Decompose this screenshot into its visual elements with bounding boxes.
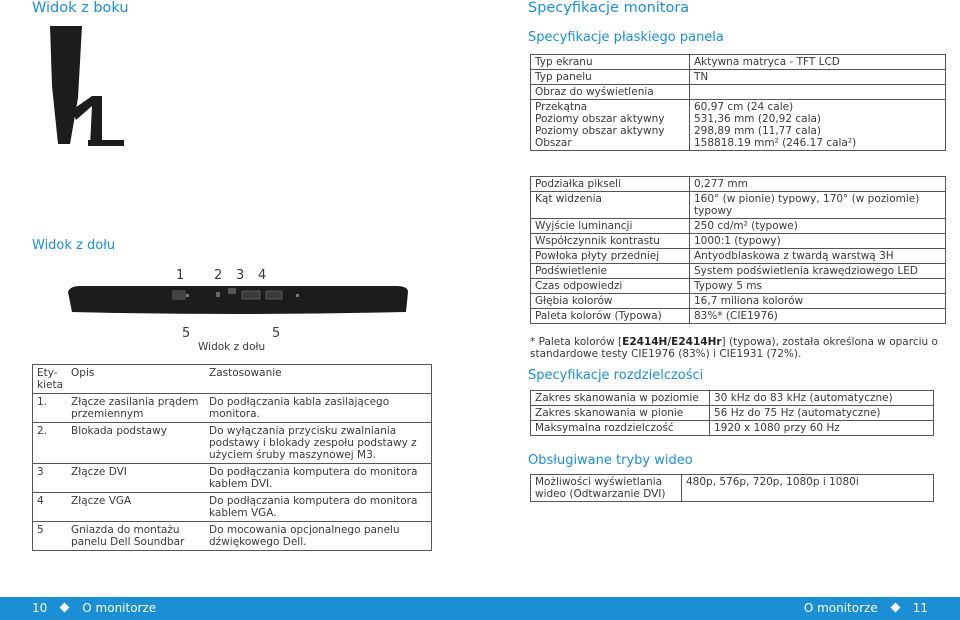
table-row [531,294,946,309]
table-row [531,219,946,234]
row-description: Złącze zasilania prądem przemiennym [67,394,205,423]
monitor-specs-title: Specyfikacje monitora [528,0,690,16]
note-prefix: * Paleta kolorów [ [530,336,623,348]
spec-value: 160° (w pionie) typowy, 170° (w poziomie) typowy [690,192,946,219]
table-row [531,70,946,85]
spec-key: Typ panelu [531,70,690,85]
spec-value: 1000:1 (typowy) [690,234,946,249]
panel-specs-table-2 [530,176,946,324]
callout-3: 3 [236,268,245,283]
table-row [531,192,946,219]
spec-value: 480p, 576p, 720p, 1080p i 1080i [682,475,934,502]
row-description: Złącze DVI [67,464,205,493]
spec-value: 1920 x 1080 przy 60 Hz [710,421,934,436]
callout-2: 2 [214,268,223,283]
row-usage: Do podłączania kabla zasilającego monitora. [205,394,431,423]
header-description: Opis [67,365,205,394]
table-row [531,55,946,70]
page-footer [0,597,960,620]
spec-key: Podziałka pikseli [531,177,690,192]
row-description: Gniazda do montażu panelu Dell Soundbar [67,522,205,551]
spec-key: Podświetlenie [531,264,690,279]
row-usage: Do wyłączania przycisku zwalniania podstawy i blokady zespołu podstawy z użyciem śruby maszynowej M3. [205,423,431,464]
spec-value: 250 cd/m² (typowe) [690,219,946,234]
table-row [531,309,946,324]
spec-key: Kąt widzenia [531,192,690,219]
spec-value: Typowy 5 ms [690,279,946,294]
bottom-view-title: Widok z dołu [32,238,116,253]
spec-key: Obraz do wyświetlenia [531,85,690,100]
spec-key: Maksymalna rozdzielczość [531,421,710,436]
diamond-icon [890,603,900,613]
panel-specs-table-1 [530,54,946,151]
color-gamut-note [530,336,950,360]
bottom-view-caption: Widok z dołu [198,341,266,353]
spec-key: Zakres skanowania w poziomie [531,391,710,406]
right-page-number: 11 [912,601,928,615]
table-row [531,391,934,406]
row-usage: Do podłączania komputera do monitora kablem VGA. [205,493,431,522]
table-row [531,406,934,421]
table-row [531,85,946,100]
row-usage: Do mocowania opcjonalnego panelu dźwiękowego Dell. [205,522,431,551]
table-row [531,234,946,249]
resolution-table [530,390,934,436]
callout-1: 1 [176,268,185,283]
header-label: Ety- kieta [33,365,68,394]
left-section-label: O monitorze [82,601,157,615]
row-number: 3 [33,464,68,493]
table-row [33,394,432,423]
header-usage: Zastosowanie [205,365,431,394]
left-page-number: 10 [32,601,48,615]
connectors-table [32,364,432,551]
row-number: 1. [33,394,68,423]
spec-key: Powłoka płyty przedniej [531,249,690,264]
spec-value: 60,97 cm (24 cale) 531,36 mm (20,92 cala) 298,89 mm (11,77 cala) 158818.19 mm² (246.17 cala²) [690,100,946,151]
video-modes-title: Obsługiwane tryby wideo [528,453,693,468]
row-number: 5 [33,522,68,551]
spec-value: 56 Hz do 75 Hz (automatyczne) [710,406,934,421]
table-row [531,475,934,502]
callout-5-left: 5 [182,326,191,341]
note-suffix: ] (typowa), została określona w oparciu o standardowe testy CIE1976 (83%) i CIE1931 (72%). [530,336,938,360]
table-row [531,177,946,192]
spec-value: 30 kHz do 83 kHz (automatyczne) [710,391,934,406]
table-row [33,522,432,551]
spec-value: Antyodblaskowa z twardą warstwą 3H [690,249,946,264]
monitor-side-view-image [44,26,124,146]
spec-value: 16,7 miliona kolorów [690,294,946,309]
table-row [33,464,432,493]
row-number: 2. [33,423,68,464]
row-usage: Do podłączania komputera do monitora kablem DVI. [205,464,431,493]
diamond-icon [60,603,70,613]
table-row [531,421,934,436]
spec-value: System podświetlenia krawędziowego LED [690,264,946,279]
spec-key: Głębia kolorów [531,294,690,309]
table-row [531,249,946,264]
table-row [33,493,432,522]
spec-key: Możliwości wyświetlania wideo (Odtwarzanie DVI) [531,475,682,502]
spec-value: 83%* (CIE1976) [690,309,946,324]
video-modes-table [530,474,934,502]
table-row [531,279,946,294]
footer-left [32,601,156,615]
monitor-bottom-view-image [66,282,410,316]
table-row [33,423,432,464]
footer-right [804,601,928,615]
callout-4: 4 [258,268,267,283]
spec-value: TN [690,70,946,85]
panel-specs-title: Specyfikacje płaskiego panela [528,30,724,45]
note-model: E2414H/E2414Hr [622,336,722,348]
spec-key: Wyjście luminancji [531,219,690,234]
spec-value [690,85,946,100]
resolution-specs-title: Specyfikacje rozdzielczości [528,368,704,383]
callout-5-right: 5 [272,326,281,341]
spec-key: Zakres skanowania w pionie [531,406,710,421]
side-view-title: Widok z boku [32,0,129,16]
spec-key: Paleta kolorów (Typowa) [531,309,690,324]
row-description: Blokada podstawy [67,423,205,464]
table-header-row [33,365,432,394]
table-row [531,264,946,279]
row-description: Złącze VGA [67,493,205,522]
right-section-label: O monitorze [803,601,878,615]
spec-value: Aktywna matryca - TFT LCD [690,55,946,70]
spec-key: Współczynnik kontrastu [531,234,690,249]
table-row [531,100,946,151]
spec-key: Przekątna Poziomy obszar aktywny Poziomy obszar aktywny Obszar [531,100,690,151]
row-number: 4 [33,493,68,522]
spec-value: 0,277 mm [690,177,946,192]
spec-key: Typ ekranu [531,55,690,70]
spec-key: Czas odpowiedzi [531,279,690,294]
